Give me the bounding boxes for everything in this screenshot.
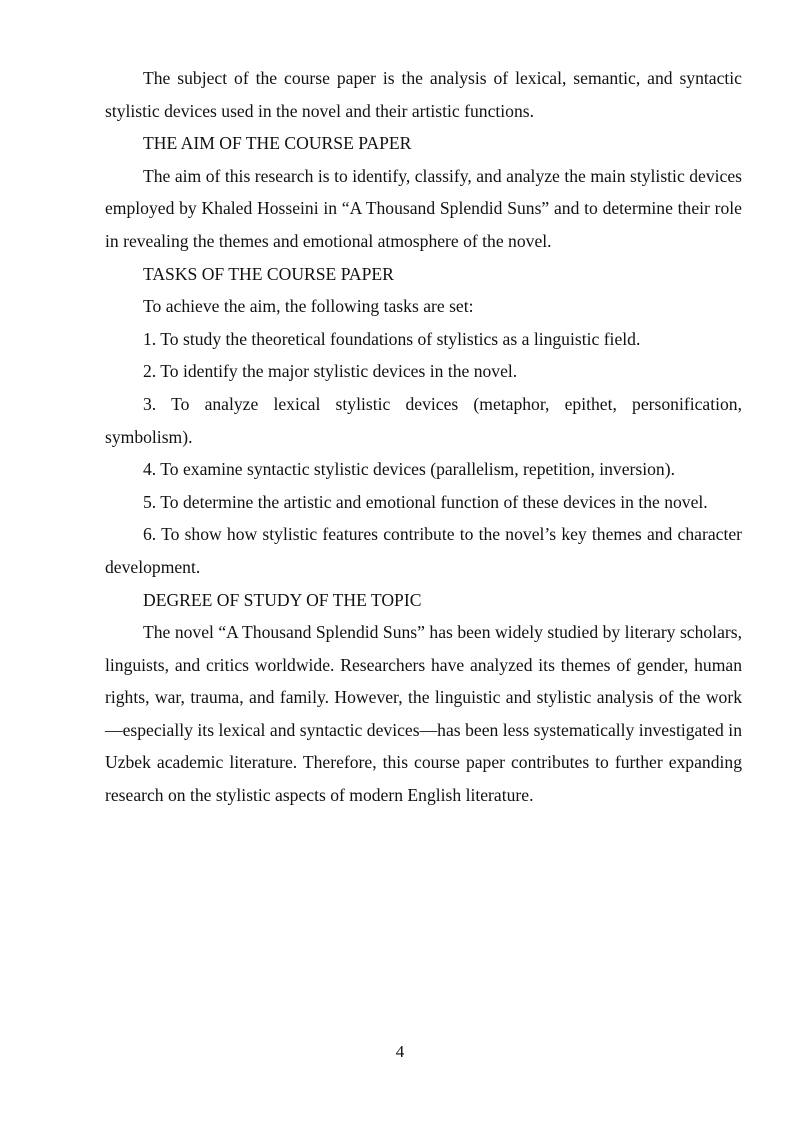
task-item-5: 5. To determine the artistic and emotional function of these devices in the novel. <box>143 491 708 512</box>
task-item-4: 4. To examine syntactic stylistic devices (parallelism, repetition, inversion). <box>143 459 675 480</box>
subject-paragraph: The subject of the course paper is the analysis of lexical, semantic, and syntactic stylistic devices used in the novel and their artistic functions. <box>105 68 742 121</box>
document-body <box>105 62 742 812</box>
aim-paragraph: The aim of this research is to identify, classify, and analyze the main stylistic devices employed by Khaled Hosseini in “A Thousand Splendid Suns” and to determine their role in revealing the themes and emotional atmosphere of the novel. <box>105 165 742 251</box>
tasks-intro-paragraph: To achieve the aim, the following tasks are set: <box>143 296 474 317</box>
page-number: 4 <box>395 1042 405 1061</box>
task-item-1: 1. To study the theoretical foundations of stylistics as a linguistic field. <box>143 328 641 349</box>
task-item-6: 6. To show how stylistic features contribute to the novel’s key themes and character development. <box>105 524 742 577</box>
tasks-heading: TASKS OF THE COURSE PAPER <box>143 263 394 284</box>
task-item-3: 3. To analyze lexical stylistic devices (metaphor, epithet, personification, symbolism). <box>105 393 742 447</box>
degree-paragraph: The novel “A Thousand Splendid Suns” has been widely studied by literary scholars, linguists, and critics worldwide. Researchers have analyzed its themes of gender, human rights, war, trauma, and family. However, the linguistic and stylistic analysis of the work—especially its lexical and syntactic devices—has been less systematically investigated in Uzbek academic literature. Therefore, this course paper contributes to further expanding research on the stylistic aspects of modern English literature. <box>105 622 742 806</box>
aim-heading: THE AIM OF THE COURSE PAPER <box>143 133 412 154</box>
degree-heading: DEGREE OF STUDY OF THE TOPIC <box>143 589 422 610</box>
task-item-2: 2. To identify the major stylistic devices in the novel. <box>143 361 518 382</box>
